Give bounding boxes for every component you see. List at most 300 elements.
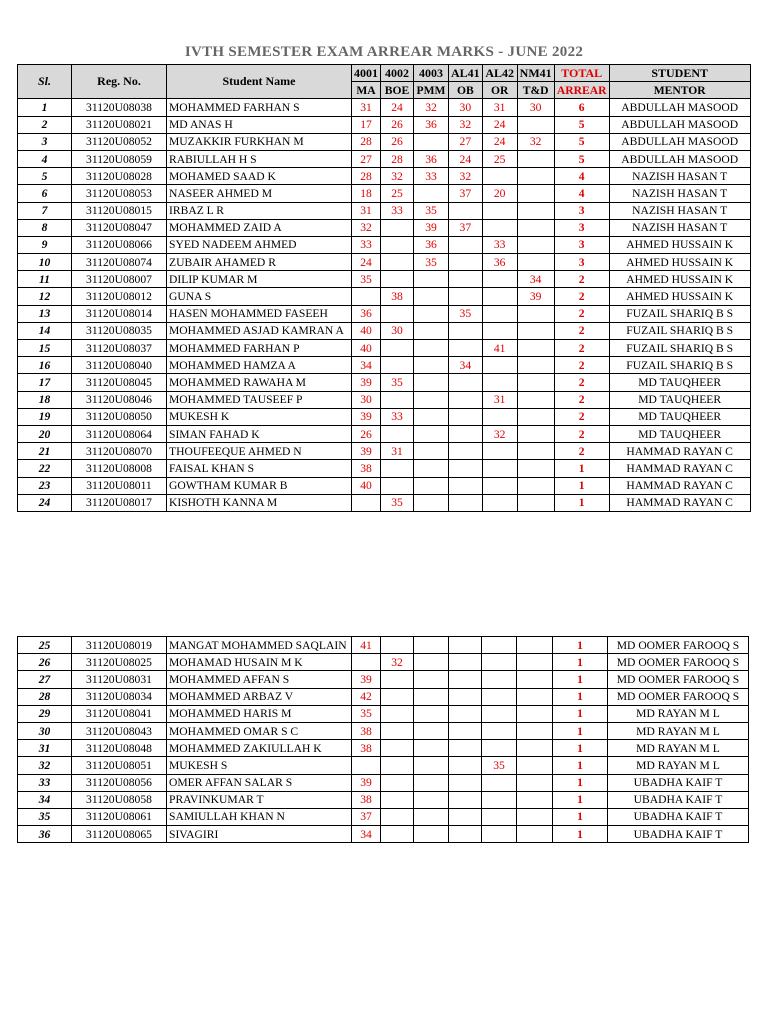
mark-cell: 32	[352, 219, 381, 236]
table-row	[18, 722, 749, 739]
mark-cell	[414, 774, 449, 791]
mark-cell	[517, 374, 554, 391]
mentor-cell: ABDULLAH MASOOD	[609, 150, 750, 167]
mark-cell	[482, 202, 517, 219]
serial-number-cell: 3	[18, 133, 72, 150]
mark-cell: 28	[352, 133, 381, 150]
mark-cell: 33	[381, 202, 414, 219]
mentor-cell: MD TAUQHEER	[609, 391, 750, 408]
mark-cell	[517, 808, 553, 825]
mark-cell: 34	[449, 357, 483, 374]
mark-cell	[449, 391, 483, 408]
serial-number-cell: 26	[18, 654, 72, 671]
table-row	[18, 774, 749, 791]
mark-cell	[449, 826, 482, 843]
mark-cell	[517, 722, 553, 739]
table-row	[18, 305, 751, 322]
mark-cell	[414, 740, 449, 757]
mark-cell	[449, 494, 483, 511]
mentor-cell: UBADHA KAIF T	[608, 826, 749, 843]
code-header: NM41	[517, 65, 554, 82]
mark-cell	[381, 705, 414, 722]
reg-number-cell: 31120U08017	[72, 494, 167, 511]
mark-cell: 38	[352, 460, 381, 477]
table-row	[18, 740, 749, 757]
student-name-cell: MOHAMMED OMAR S C	[167, 722, 352, 739]
mentor-cell: HAMMAD RAYAN C	[609, 477, 750, 494]
mentor-cell: MD OOMER FAROOQ S	[608, 671, 749, 688]
reg-number-cell: 31120U08053	[72, 185, 167, 202]
total-arrear-cell: 2	[554, 357, 609, 374]
student-name-cell: SAMIULLAH KHAN N	[167, 808, 352, 825]
mark-cell	[517, 425, 554, 442]
total-arrear-cell: 4	[554, 185, 609, 202]
mark-cell	[449, 722, 482, 739]
mark-cell: 37	[449, 219, 483, 236]
mark-cell	[517, 826, 553, 843]
reg-number-cell: 31120U08065	[72, 826, 167, 843]
table-row	[18, 425, 751, 442]
total-arrear-cell: 2	[554, 425, 609, 442]
mark-cell: 39	[352, 408, 381, 425]
mark-cell: 33	[414, 168, 449, 185]
mark-cell	[482, 791, 517, 808]
subject-header: BOE	[381, 82, 414, 99]
table-row	[18, 133, 751, 150]
reg-number-cell: 31120U08040	[72, 357, 167, 374]
mentor-cell: UBADHA KAIF T	[608, 791, 749, 808]
mark-cell	[517, 150, 554, 167]
mark-cell	[414, 288, 449, 305]
mark-cell	[517, 391, 554, 408]
mark-cell: 37	[352, 808, 381, 825]
serial-number-cell: 22	[18, 460, 72, 477]
table-row	[18, 391, 751, 408]
mark-cell	[482, 168, 517, 185]
student-name-cell: MOHAMMED HARIS M	[167, 705, 352, 722]
mark-cell	[482, 443, 517, 460]
mark-cell	[414, 357, 449, 374]
total-arrear-cell: 3	[554, 219, 609, 236]
total-header-top: TOTAL	[554, 65, 609, 82]
student-name-cell: IRBAZ L R	[167, 202, 352, 219]
mark-cell	[449, 477, 483, 494]
mark-cell	[482, 808, 517, 825]
mark-cell	[517, 705, 553, 722]
table-row	[18, 408, 751, 425]
mark-cell: 42	[352, 688, 381, 705]
mark-cell	[381, 757, 414, 774]
total-arrear-cell: 3	[554, 202, 609, 219]
mark-cell: 24	[482, 133, 517, 150]
mentor-cell: HAMMAD RAYAN C	[609, 494, 750, 511]
reg-number-cell: 31120U08034	[72, 688, 167, 705]
mark-cell	[517, 408, 554, 425]
mark-cell	[449, 322, 483, 339]
mark-cell	[414, 443, 449, 460]
mark-cell: 26	[352, 425, 381, 442]
mentor-header-bottom: MENTOR	[609, 82, 750, 99]
student-name-cell: MUKESH S	[167, 757, 352, 774]
mark-cell	[381, 305, 414, 322]
reg-number-cell: 31120U08012	[72, 288, 167, 305]
reg-number-cell: 31120U08050	[72, 408, 167, 425]
mark-cell	[517, 305, 554, 322]
mark-cell	[482, 826, 517, 843]
mark-cell	[517, 254, 554, 271]
student-name-cell: HASEN MOHAMMED FASEEH	[167, 305, 352, 322]
student-name-cell: MOHAMMED FARHAN S	[167, 99, 352, 116]
mark-cell: 34	[352, 826, 381, 843]
mark-cell	[381, 791, 414, 808]
mark-cell: 37	[449, 185, 483, 202]
reg-number-cell: 31120U08047	[72, 219, 167, 236]
mark-cell: 32	[517, 133, 554, 150]
total-arrear-cell: 4	[554, 168, 609, 185]
subject-header: OR	[482, 82, 517, 99]
mark-cell	[381, 236, 414, 253]
subject-header: OB	[449, 82, 483, 99]
total-arrear-cell: 2	[554, 374, 609, 391]
name-header: Student Name	[167, 65, 352, 99]
mark-cell	[449, 460, 483, 477]
reg-number-cell: 31120U08021	[72, 116, 167, 133]
mark-cell: 27	[352, 150, 381, 167]
mark-cell	[381, 271, 414, 288]
mark-cell	[414, 637, 449, 654]
mark-cell: 41	[482, 340, 517, 357]
mentor-cell: MD RAYAN M L	[608, 722, 749, 739]
table-row	[18, 116, 751, 133]
total-arrear-cell: 3	[554, 236, 609, 253]
serial-number-cell: 5	[18, 168, 72, 185]
mentor-cell: NAZISH HASAN T	[609, 168, 750, 185]
serial-number-cell: 11	[18, 271, 72, 288]
mark-cell	[517, 654, 553, 671]
mark-cell	[482, 705, 517, 722]
total-arrear-cell: 1	[553, 705, 608, 722]
code-header: 4003	[414, 65, 449, 82]
reg-number-cell: 31120U08074	[72, 254, 167, 271]
mentor-cell: FUZAIL SHARIQ B S	[609, 305, 750, 322]
total-arrear-cell: 1	[553, 722, 608, 739]
mark-cell	[482, 654, 517, 671]
mark-cell	[517, 688, 553, 705]
mentor-cell: MD TAUQHEER	[609, 408, 750, 425]
mark-cell	[381, 340, 414, 357]
student-name-cell: MOHAMMED HAMZA A	[167, 357, 352, 374]
mark-cell	[414, 322, 449, 339]
subject-header: MA	[352, 82, 381, 99]
serial-number-cell: 15	[18, 340, 72, 357]
student-name-cell: MUZAKKIR FURKHAN M	[167, 133, 352, 150]
mark-cell: 36	[414, 150, 449, 167]
reg-number-cell: 31120U08028	[72, 168, 167, 185]
page-title: IVTH SEMESTER EXAM ARREAR MARKS - JUNE 2022	[184, 44, 584, 60]
table-row	[18, 826, 749, 843]
reg-number-cell: 31120U08025	[72, 654, 167, 671]
student-name-cell: MOHAMAD HUSAIN M K	[167, 654, 352, 671]
serial-number-cell: 14	[18, 322, 72, 339]
mark-cell	[449, 340, 483, 357]
reg-number-cell: 31120U08064	[72, 425, 167, 442]
mark-cell	[414, 654, 449, 671]
reg-number-cell: 31120U08011	[72, 477, 167, 494]
total-arrear-cell: 2	[554, 408, 609, 425]
mark-cell	[517, 740, 553, 757]
serial-number-cell: 31	[18, 740, 72, 757]
subject-header: PMM	[414, 82, 449, 99]
reg-number-cell: 31120U08045	[72, 374, 167, 391]
student-name-cell: GUNA S	[167, 288, 352, 305]
mark-cell	[449, 374, 483, 391]
mark-cell	[482, 688, 517, 705]
student-name-cell: SYED NADEEM AHMED	[167, 236, 352, 253]
reg-number-cell: 31120U08035	[72, 322, 167, 339]
mark-cell: 38	[352, 791, 381, 808]
mark-cell	[414, 425, 449, 442]
mark-cell	[482, 671, 517, 688]
header-row-top	[18, 65, 751, 82]
mark-cell	[517, 322, 554, 339]
total-arrear-cell: 1	[553, 791, 608, 808]
mark-cell	[414, 305, 449, 322]
mark-cell	[381, 637, 414, 654]
mark-cell: 26	[381, 133, 414, 150]
mark-cell	[414, 185, 449, 202]
student-name-cell: PRAVINKUMAR T	[167, 791, 352, 808]
arrear-table-part2	[17, 636, 749, 843]
mark-cell	[517, 219, 554, 236]
mark-cell	[414, 808, 449, 825]
mark-cell	[449, 740, 482, 757]
mark-cell: 40	[352, 322, 381, 339]
mark-cell	[381, 774, 414, 791]
mark-cell	[517, 774, 553, 791]
table-row	[18, 185, 751, 202]
table-row	[18, 99, 751, 116]
mark-cell	[449, 671, 482, 688]
mark-cell: 32	[381, 168, 414, 185]
mark-cell	[381, 722, 414, 739]
mark-cell: 24	[352, 254, 381, 271]
mark-cell	[414, 460, 449, 477]
mark-cell	[449, 202, 483, 219]
mark-cell: 32	[414, 99, 449, 116]
reg-number-cell: 31120U08007	[72, 271, 167, 288]
mark-cell: 35	[352, 271, 381, 288]
total-arrear-cell: 2	[554, 322, 609, 339]
mark-cell	[381, 808, 414, 825]
mark-cell	[517, 671, 553, 688]
mark-cell: 31	[352, 202, 381, 219]
serial-number-cell: 12	[18, 288, 72, 305]
mark-cell: 36	[414, 116, 449, 133]
total-arrear-cell: 1	[554, 460, 609, 477]
mark-cell	[482, 374, 517, 391]
mark-cell	[414, 791, 449, 808]
total-arrear-cell: 1	[553, 654, 608, 671]
mentor-cell: MD RAYAN M L	[608, 740, 749, 757]
mark-cell	[482, 271, 517, 288]
total-arrear-cell: 5	[554, 150, 609, 167]
serial-number-cell: 20	[18, 425, 72, 442]
mentor-cell: UBADHA KAIF T	[608, 774, 749, 791]
reg-number-cell: 31120U08041	[72, 705, 167, 722]
reg-number-cell: 31120U08008	[72, 460, 167, 477]
mark-cell: 24	[482, 116, 517, 133]
code-header: 4001	[352, 65, 381, 82]
total-arrear-cell: 2	[554, 288, 609, 305]
mark-cell: 28	[381, 150, 414, 167]
mark-cell	[449, 808, 482, 825]
reg-number-cell: 31120U08058	[72, 791, 167, 808]
table-row	[18, 288, 751, 305]
reg-number-cell: 31120U08059	[72, 150, 167, 167]
mark-cell: 18	[352, 185, 381, 202]
mark-cell	[414, 477, 449, 494]
mark-cell: 35	[449, 305, 483, 322]
mentor-cell: AHMED HUSSAIN K	[609, 236, 750, 253]
mark-cell	[414, 722, 449, 739]
reg-number-cell: 31120U08038	[72, 99, 167, 116]
mark-cell: 33	[381, 408, 414, 425]
serial-number-cell: 35	[18, 808, 72, 825]
mark-cell: 40	[352, 477, 381, 494]
table-row	[18, 443, 751, 460]
total-arrear-cell: 1	[553, 637, 608, 654]
table-row	[18, 637, 749, 654]
serial-number-cell: 16	[18, 357, 72, 374]
mark-cell	[449, 425, 483, 442]
mentor-cell: ABDULLAH MASOOD	[609, 99, 750, 116]
student-name-cell: MOHAMMED ASJAD KAMRAN A	[167, 322, 352, 339]
mark-cell	[414, 705, 449, 722]
mark-cell: 38	[352, 722, 381, 739]
mark-cell	[517, 494, 554, 511]
mark-cell: 35	[381, 374, 414, 391]
serial-number-cell: 25	[18, 637, 72, 654]
student-name-cell: MOHAMMED AFFAN S	[167, 671, 352, 688]
mark-cell	[414, 826, 449, 843]
mark-cell	[381, 391, 414, 408]
mentor-cell: ABDULLAH MASOOD	[609, 133, 750, 150]
mark-cell: 34	[517, 271, 554, 288]
mentor-cell: HAMMAD RAYAN C	[609, 443, 750, 460]
reg-number-cell: 31120U08052	[72, 133, 167, 150]
reg-number-cell: 31120U08066	[72, 236, 167, 253]
mark-cell	[449, 408, 483, 425]
mark-cell	[517, 443, 554, 460]
student-name-cell: MOHAMMED RAWAHA M	[167, 374, 352, 391]
serial-number-cell: 27	[18, 671, 72, 688]
mark-cell: 38	[381, 288, 414, 305]
mark-cell: 17	[352, 116, 381, 133]
reg-number-cell: 31120U08031	[72, 671, 167, 688]
mark-cell	[482, 637, 517, 654]
mark-cell: 36	[482, 254, 517, 271]
student-name-cell: DILIP KUMAR M	[167, 271, 352, 288]
mark-cell: 39	[352, 671, 381, 688]
reg-number-cell: 31120U08061	[72, 808, 167, 825]
mark-cell	[482, 774, 517, 791]
mark-cell: 31	[352, 99, 381, 116]
table-row	[18, 791, 749, 808]
total-arrear-cell: 1	[554, 477, 609, 494]
mark-cell	[352, 494, 381, 511]
mark-cell	[414, 688, 449, 705]
mark-cell	[482, 460, 517, 477]
mark-cell	[414, 271, 449, 288]
mark-cell	[517, 477, 554, 494]
mark-cell: 28	[352, 168, 381, 185]
table-row	[18, 254, 751, 271]
mentor-cell: AHMED HUSSAIN K	[609, 271, 750, 288]
mark-cell	[517, 791, 553, 808]
mentor-cell: MD TAUQHEER	[609, 374, 750, 391]
mark-cell	[517, 185, 554, 202]
table-row	[18, 688, 749, 705]
mark-cell: 32	[449, 116, 483, 133]
mark-cell	[517, 460, 554, 477]
mark-cell: 39	[352, 774, 381, 791]
subject-header: T&D	[517, 82, 554, 99]
mark-cell: 35	[352, 705, 381, 722]
student-name-cell: MOHAMMED TAUSEEF P	[167, 391, 352, 408]
reg-number-cell: 31120U08046	[72, 391, 167, 408]
serial-number-cell: 8	[18, 219, 72, 236]
reg-number-cell: 31120U08056	[72, 774, 167, 791]
mark-cell: 30	[352, 391, 381, 408]
serial-number-cell: 30	[18, 722, 72, 739]
mentor-cell: AHMED HUSSAIN K	[609, 254, 750, 271]
student-name-cell: MOHAMMED ARBAZ V	[167, 688, 352, 705]
reg-number-cell: 31120U08070	[72, 443, 167, 460]
mark-cell	[414, 671, 449, 688]
mark-cell: 32	[449, 168, 483, 185]
total-arrear-cell: 2	[554, 305, 609, 322]
mark-cell	[482, 288, 517, 305]
serial-number-cell: 18	[18, 391, 72, 408]
table-row	[18, 219, 751, 236]
total-header-bottom: ARREAR	[554, 82, 609, 99]
mark-cell: 39	[352, 443, 381, 460]
total-arrear-cell: 1	[553, 826, 608, 843]
table-row	[18, 202, 751, 219]
arrear-table-part1	[17, 64, 751, 512]
mark-cell	[449, 654, 482, 671]
reg-number-cell: 31120U08037	[72, 340, 167, 357]
serial-number-cell: 36	[18, 826, 72, 843]
mark-cell: 36	[352, 305, 381, 322]
mark-cell: 39	[414, 219, 449, 236]
mark-cell	[381, 826, 414, 843]
mark-cell: 26	[381, 116, 414, 133]
mark-cell: 25	[482, 150, 517, 167]
mentor-cell: NAZISH HASAN T	[609, 185, 750, 202]
table-row	[18, 168, 751, 185]
serial-number-cell: 10	[18, 254, 72, 271]
student-name-cell: THOUFEEQUE AHMED N	[167, 443, 352, 460]
serial-number-cell: 28	[18, 688, 72, 705]
mentor-cell: AHMED HUSSAIN K	[609, 288, 750, 305]
student-name-cell: MOHAMMED ZAKIULLAH K	[167, 740, 352, 757]
mark-cell: 35	[482, 757, 517, 774]
mark-cell	[352, 288, 381, 305]
mark-cell: 24	[449, 150, 483, 167]
mark-cell: 30	[381, 322, 414, 339]
total-arrear-cell: 1	[553, 774, 608, 791]
